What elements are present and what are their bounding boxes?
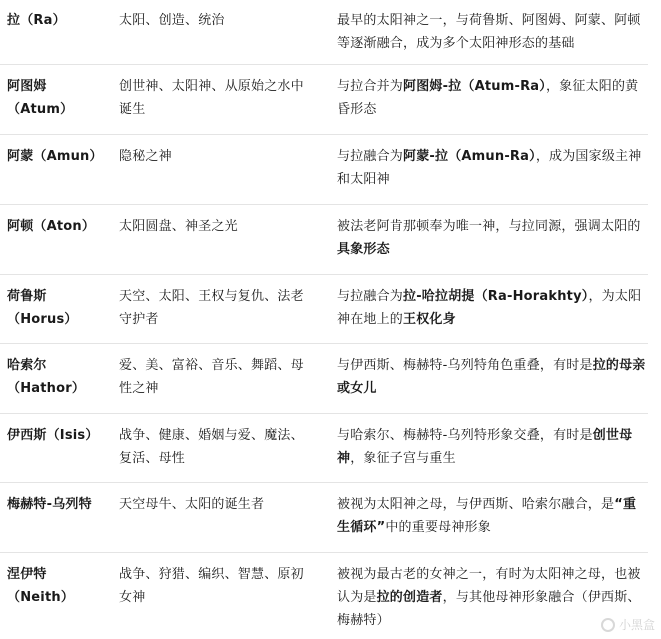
deity-relation [337,145,647,191]
emphasis-text: 拉-哈拉胡提（Ra-Horakhty） [403,289,589,304]
relation-text: 被视为太阳神之母，与伊西斯、哈索尔融合，是 [337,497,615,512]
watermark-text: 小黑盒 [618,618,655,632]
table-row [0,554,648,639]
relation-text: ，象征太阳的黄昏形态 [337,79,639,117]
table-row [0,345,648,414]
deity-relation [337,493,647,539]
watermark-logo-icon [601,618,615,632]
emphasis-text: 拉的创造者 [376,590,443,605]
deity-name: 伊西斯（Isis） [7,428,99,443]
relation-text: ，成为国家级主神和太阳神 [337,149,642,187]
emphasis-text: “重生循环” [337,497,637,535]
emphasis-text: 具象形态 [337,242,390,257]
relation-text: ，象征子宫与重生 [350,451,456,466]
deity-domain: 隐秘之神 [119,149,172,164]
emphasis-text: 王权化身 [403,312,456,327]
table-row [0,415,648,483]
deity-name: 阿图姆（Atum） [7,79,74,117]
emphasis-text: 拉的母亲或女儿 [337,358,646,396]
relation-text: 被视为最古老的女神之一，有时为太阳神之母，也被认为是 [337,567,641,605]
deity-domain: 战争、健康、婚姻与爱、魔法、复活、母性 [119,428,304,466]
relation-text: 与哈索尔、梅赫特-乌列特形象交叠，有时是 [337,428,593,443]
relation-text: 被法老阿肯那顿奉为唯一神，与拉同源，强调太阳的 [337,219,641,234]
emphasis-text: 阿蒙-拉（Amun-Ra） [403,149,536,164]
relation-text: 与伊西斯、梅赫特-乌列特角色重叠，有时是 [337,358,593,373]
deity-relation [337,9,647,55]
emphasis-text: 阿图姆-拉（Atum-Ra） [403,79,546,94]
watermark [601,616,655,633]
deity-relation [337,354,647,400]
table-row [0,0,648,65]
deity-name: 阿顿（Aton） [7,219,96,234]
deity-relation [337,215,647,261]
emphasis-text: 创世母神 [337,428,633,466]
deity-relation [337,285,647,331]
table-row [0,136,648,205]
deity-domain: 天空、太阳、王权与复仇、法老守护者 [119,289,304,327]
table-row [0,484,648,553]
deity-relation [337,424,647,470]
deity-name: 拉（Ra） [7,13,66,28]
deity-name: 荷鲁斯（Horus） [7,289,78,327]
relation-text: ，与其他母神形象融合（伊西斯、梅赫特） [337,590,641,628]
relation-text: 最早的太阳神之一，与荷鲁斯、阿图姆、阿蒙、阿顿等逐渐融合，成为多个太阳神形态的基础 [337,13,641,51]
deity-domain: 爱、美、富裕、音乐、舞蹈、母性之神 [119,358,304,396]
relation-text: ，为太阳神在地上的 [337,289,642,327]
deity-domain: 创世神、太阳神、从原始之水中诞生 [119,79,304,117]
deity-domain: 太阳圆盘、神圣之光 [119,219,238,234]
deity-relation [337,75,647,121]
relation-text: 与拉融合为 [337,289,404,304]
table-row [0,66,648,135]
relation-text: 中的重要母神形象 [385,520,491,535]
deity-domain: 天空母牛、太阳的诞生者 [119,497,265,512]
deity-domain: 太阳、创造、统治 [119,13,225,28]
deity-name: 梅赫特-乌列特 [7,497,92,512]
deity-name: 阿蒙（Amun） [7,149,103,164]
table-row [0,206,648,275]
relation-text: 与拉融合为 [337,149,404,164]
relation-text: 与拉合并为 [337,79,404,94]
table-row [0,276,648,344]
deity-name: 哈索尔（Hathor） [7,358,86,396]
deity-domain: 战争、狩猎、编织、智慧、原初女神 [119,567,304,605]
deity-name: 涅伊特（Neith） [7,567,75,605]
